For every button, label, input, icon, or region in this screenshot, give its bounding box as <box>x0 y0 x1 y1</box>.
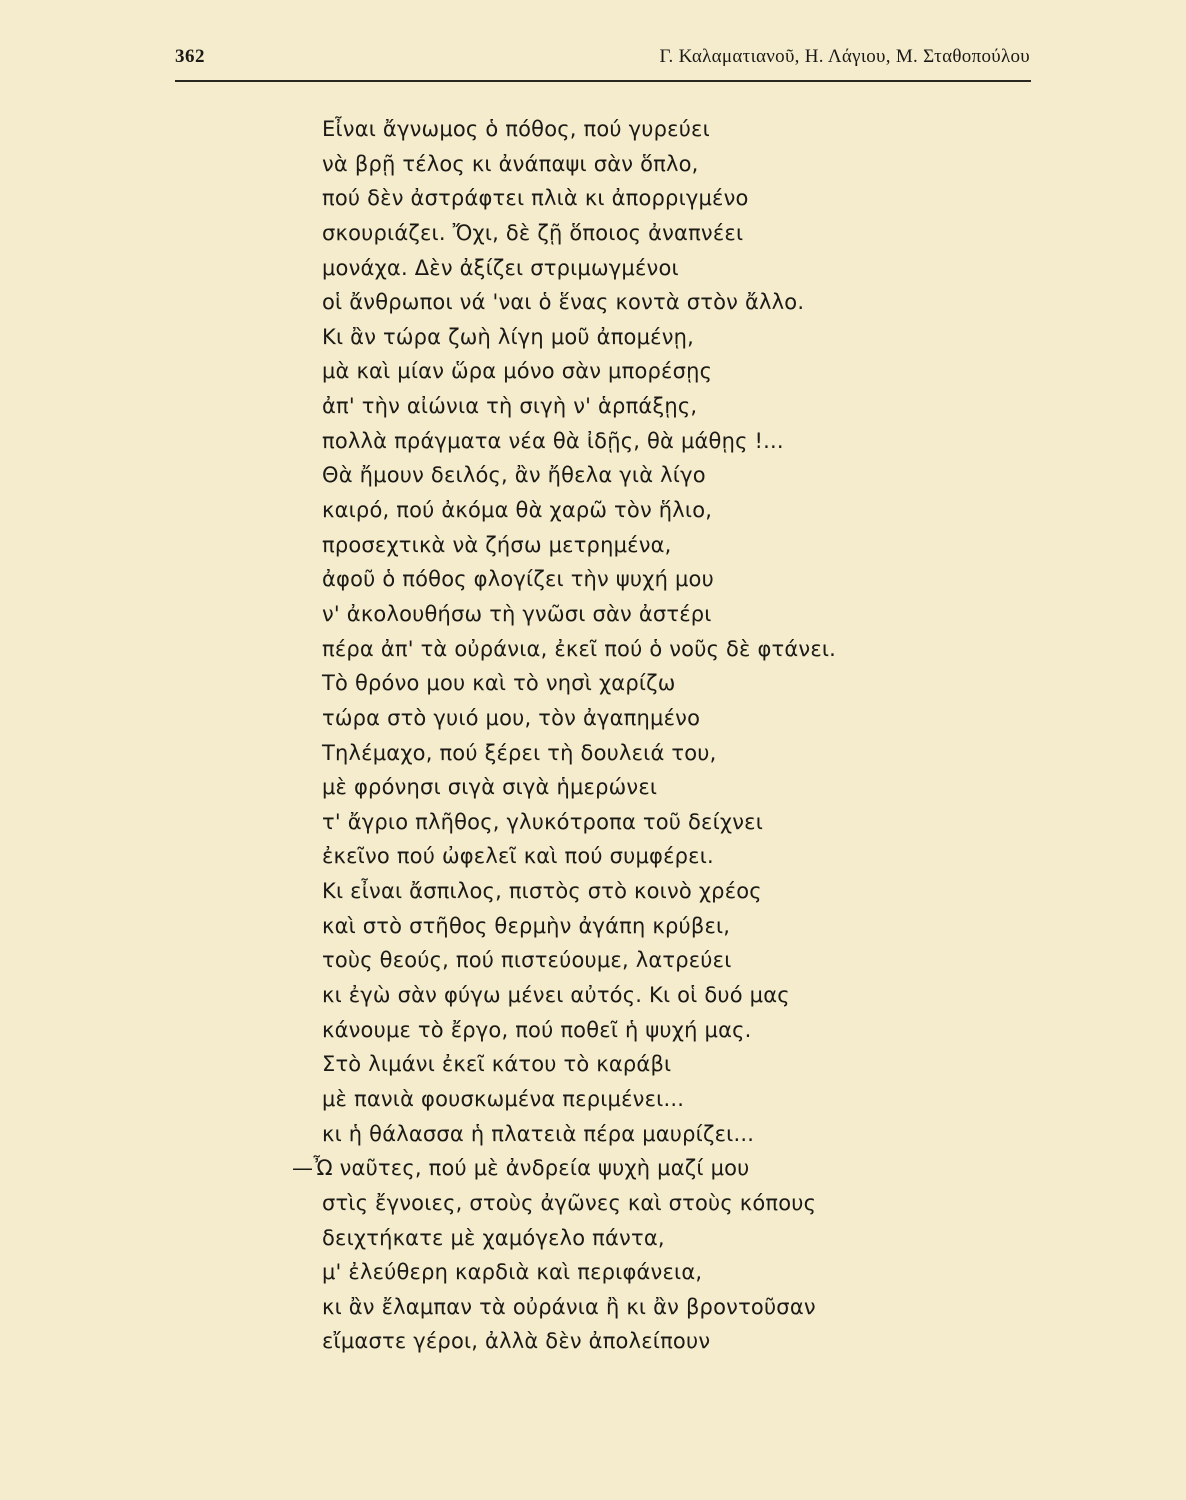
verse-line: κι ἡ θάλασσα ἡ πλατειὰ πέρα μαυρίζει... <box>322 1121 755 1146</box>
header-rule <box>175 80 1031 82</box>
verse-line: εἴμαστε γέροι, ἀλλὰ δὲν ἀπολείπουν <box>322 1329 711 1354</box>
running-header: Γ. Καλαματιανοῦ, Η. Λάγιου, Μ. Σταθοπούλου <box>659 46 1030 67</box>
verse-line: προσεχτικὰ νὰ ζήσω μετρημένα, <box>322 532 672 557</box>
verse-line: τ' ἄγριο πλῆθος, γλυκότροπα τοῦ δείχνει <box>322 809 764 834</box>
verse-line: καιρό, πού ἀκόμα θὰ χαρῶ τὸν ἥλιο, <box>322 498 713 523</box>
verse-line: μὰ καὶ μίαν ὥρα μόνο σὰν μπορέσῃς <box>322 359 713 384</box>
verse-line: Κι εἶναι ἄσπιλος, πιστὸς στὸ κοινὸ χρέος <box>322 879 762 904</box>
verse-line: κι ἐγὼ σὰν φύγω μένει αὐτός. Κι οἱ δυό μας <box>322 983 790 1008</box>
verse-line: ἀφοῦ ὁ πόθος φλογίζει τὴν ψυχή μου <box>322 567 714 592</box>
verse-line: Τὸ θρόνο μου καὶ τὸ νησὶ χαρίζω <box>322 671 676 696</box>
verse-line: Κι ἂν τώρα ζωὴ λίγη μοῦ ἀπομένῃ, <box>322 324 695 349</box>
verse-line: Στὸ λιμάνι ἐκεῖ κάτου τὸ καράβι <box>322 1052 672 1077</box>
verse-line: ν' ἀκολουθήσω τὴ γνῶσι σὰν ἀστέρι <box>322 601 712 626</box>
verse-line: ἀπ' τὴν αἰώνια τὴ σιγὴ ν' ἁρπάξῃς, <box>322 394 698 419</box>
verse-line: καὶ στὸ στῆθος θερμὴν ἀγάπη κρύβει, <box>322 913 731 938</box>
verse-line: μονάχα. Δὲν ἀξίζει στριμωγμένοι <box>322 255 679 280</box>
verse-line: τοὺς θεούς, πού πιστεύουμε, λατρεύει <box>322 948 732 973</box>
verse-line: μὲ φρόνησι σιγὰ σιγὰ ἡμερώνει <box>322 775 658 800</box>
poem <box>292 112 837 1359</box>
verse-line: Εἶναι ἄγνωμος ὁ πόθος, πού γυρεύει <box>322 117 710 141</box>
verse-line: μ' ἐλεύθερη καρδιὰ καὶ περιφάνεια, <box>322 1260 703 1285</box>
verse-line: τώρα στὸ γυιό μου, τὸν ἀγαπημένο <box>322 705 701 730</box>
verse-line: πολλὰ πράγματα νέα θὰ ἰδῇς, θὰ μάθῃς !... <box>322 428 784 453</box>
verse-line: στὶς ἔγνοιες, στοὺς ἀγῶνες καὶ στοὺς κόπους <box>322 1190 817 1215</box>
verse-line: Τηλέμαχο, πού ξέρει τὴ δουλειά του, <box>322 740 717 765</box>
verse-line: οἱ ἄνθρωποι νά 'ναι ὁ ἕνας κοντὰ στὸν ἄλλο. <box>322 290 805 315</box>
verse-line: —Ὦ ναῦτες, πού μὲ ἀνδρεία ψυχὴ μαζί μου <box>292 1156 750 1181</box>
verse-line: σκουριάζει. Ὄχι, δὲ ζῇ ὅποιος ἀναπνέει <box>322 220 744 245</box>
verse-line: μὲ πανιὰ φουσκωμένα περιμένει... <box>322 1086 685 1111</box>
verse-line: ἐκεῖνο πού ὠφελεῖ καὶ πού συμφέρει. <box>322 844 714 869</box>
verse-line: κάνουμε τὸ ἔργο, πού ποθεῖ ἡ ψυχή μας. <box>322 1017 752 1042</box>
page-number: 362 <box>175 46 205 67</box>
verse-line: κι ἂν ἔλαμπαν τὰ οὐράνια ἢ κι ἂν βροντοῦσαν <box>322 1294 816 1319</box>
verse-line: νὰ βρῇ τέλος κι ἀνάπαψι σὰν ὅπλο, <box>322 151 699 176</box>
verse-line: πέρα ἀπ' τὰ οὐράνια, ἐκεῖ πού ὁ νοῦς δὲ φτάνει. <box>322 636 837 661</box>
verse-line: Θὰ ἤμουν δειλός, ἂν ἤθελα γιὰ λίγο <box>322 463 706 488</box>
verse-line: πού δὲν ἀστράφτει πλιὰ κι ἀπορριγμένο <box>322 186 749 211</box>
verse-line: δειχτήκατε μὲ χαμόγελο πάντα, <box>322 1225 665 1250</box>
